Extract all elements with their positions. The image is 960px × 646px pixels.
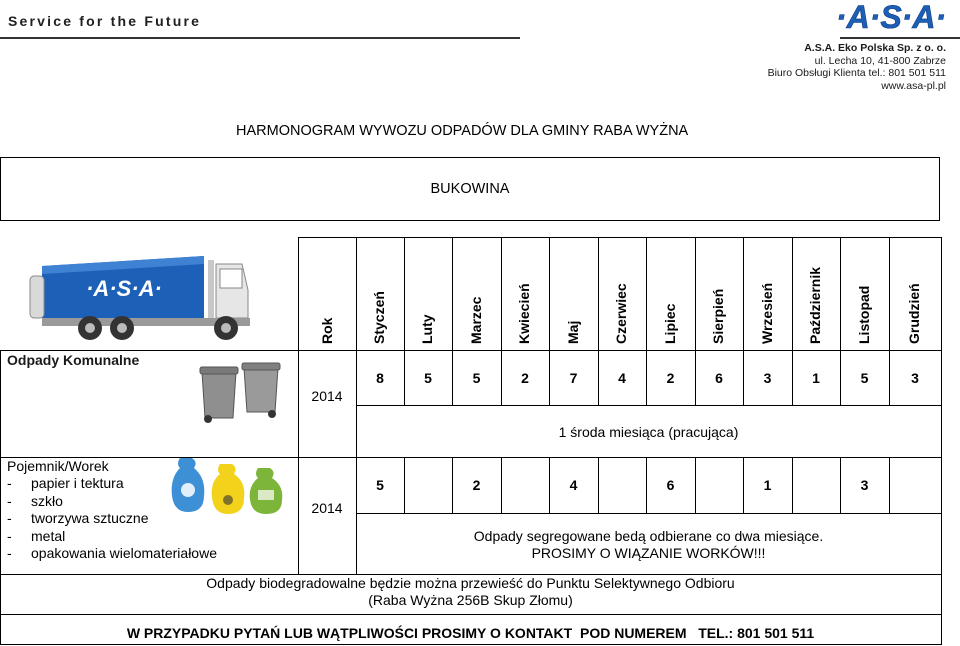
- segregated-list-item: [7, 510, 217, 527]
- segregated-day-cell: 2: [472, 477, 481, 493]
- asa-logo-text: ·A·S·A·: [836, 0, 946, 34]
- contact-info: W PRZYPADKU PYTAŃ LUB WĄTPLIWOŚCI PROSIMY O KONTAKT POD NUMEREM TEL.: 801 501 511: [126, 625, 815, 641]
- municipal-day-cell: 8: [376, 370, 384, 386]
- municipal-day-cell: 5: [424, 370, 432, 386]
- month-header: Grudzień: [906, 283, 922, 344]
- segregated-items-list: [7, 458, 217, 562]
- list-item-text: metal: [31, 527, 66, 544]
- segregated-day-cell: 5: [376, 477, 384, 493]
- segregated-note-line1: Odpady segregowane bedą odbierane co dwa miesiące.: [473, 528, 824, 544]
- municipal-schedule-note: 1 środa miesiąca (pracująca): [558, 424, 739, 440]
- header-divider-right: [840, 37, 960, 39]
- segregated-list-item: [7, 493, 217, 510]
- company-info: [768, 42, 946, 92]
- segregated-schedule-note: [356, 528, 941, 562]
- month-header: Luty: [419, 314, 435, 344]
- municipal-day-cell: 1: [812, 370, 820, 386]
- municipal-day-cell: 2: [666, 370, 675, 386]
- place-box: [0, 157, 940, 221]
- header-divider: [0, 37, 520, 39]
- bio-note-line2: (Raba Wyżna 256B Skup Złomu): [368, 592, 573, 608]
- garbage-truck-icon: [28, 254, 258, 342]
- municipal-day-cell: 5: [860, 370, 869, 386]
- segregated-day-cell: 4: [569, 477, 578, 493]
- list-bullet: -: [7, 510, 12, 527]
- segregated-day-cell: 3: [860, 477, 869, 493]
- document-title: HARMONOGRAM WYWOZU ODPADÓW DLA GMINY RABA WYŻNA: [236, 123, 689, 139]
- list-bullet: -: [7, 492, 12, 509]
- municipal-waste-label: Odpady Komunalne: [7, 352, 140, 368]
- segregated-day-cell: 6: [666, 477, 675, 493]
- month-header: Kwiecień: [516, 283, 532, 344]
- municipal-day-cell: 3: [763, 370, 772, 386]
- municipal-day-cell: 5: [472, 370, 481, 386]
- year-column-header: Rok: [319, 317, 335, 344]
- company-phone: Biuro Obsługi Klienta tel.: 801 501 511: [767, 67, 946, 79]
- list-bullet: -: [7, 527, 12, 544]
- segregated-list-title: Pojemnik/Worek: [7, 458, 109, 474]
- municipal-day-cell: 4: [618, 370, 626, 386]
- segregated-list-item: [7, 475, 217, 492]
- segregated-list-item: [7, 545, 217, 562]
- segregated-year: 2014: [311, 500, 343, 516]
- waste-bins-icon: [198, 362, 284, 424]
- month-header: Lipiec: [661, 303, 678, 344]
- company-name: A.S.A. Eko Polska Sp. z o. o.: [804, 42, 946, 54]
- truck-logo-text: ·A·S·A·: [86, 276, 162, 301]
- municipal-day-cell: 6: [715, 370, 723, 386]
- list-item-text: papier i tektura: [31, 475, 124, 492]
- month-header: Maj: [564, 320, 581, 344]
- tagline: Service for the Future: [8, 13, 202, 29]
- bio-note-line1: Odpady biodegradowalne będzie można przewieść do Punktu Selektywnego Odbioru: [206, 575, 735, 591]
- month-header: Listopad: [855, 285, 872, 344]
- list-bullet: -: [7, 545, 12, 562]
- list-item-text: tworzywa sztuczne: [31, 510, 149, 527]
- asa-logo: [836, 0, 946, 34]
- biodegradable-waste-note: [0, 575, 941, 609]
- municipal-day-cell: 2: [521, 370, 529, 386]
- municipal-year: 2014: [311, 388, 343, 404]
- company-address: ul. Lecha 10, 41-800 Zabrze: [814, 54, 946, 67]
- month-header: Październik: [807, 266, 823, 344]
- list-bullet: -: [7, 475, 12, 492]
- segregated-note-line2: PROSIMY O WIĄZANIE WORKÓW!!!: [531, 545, 766, 561]
- company-website[interactable]: www.asa-pl.pl: [881, 79, 946, 92]
- month-header: Marzec: [467, 296, 484, 344]
- list-item-text: szkło: [31, 492, 63, 509]
- month-header: Sierpień: [710, 288, 726, 344]
- place-name: BUKOWINA: [430, 181, 510, 197]
- segregated-day-cell: 1: [763, 477, 772, 493]
- month-header: Czerwiec: [613, 283, 629, 344]
- municipal-day-cell: 7: [569, 370, 578, 386]
- month-header: Wrzesień: [758, 282, 775, 344]
- month-header: Styczeń: [371, 291, 387, 344]
- municipal-day-cell: 3: [911, 370, 919, 386]
- segregated-list-item: [7, 528, 217, 545]
- list-item-text: opakowania wielomateriałowe: [31, 545, 217, 562]
